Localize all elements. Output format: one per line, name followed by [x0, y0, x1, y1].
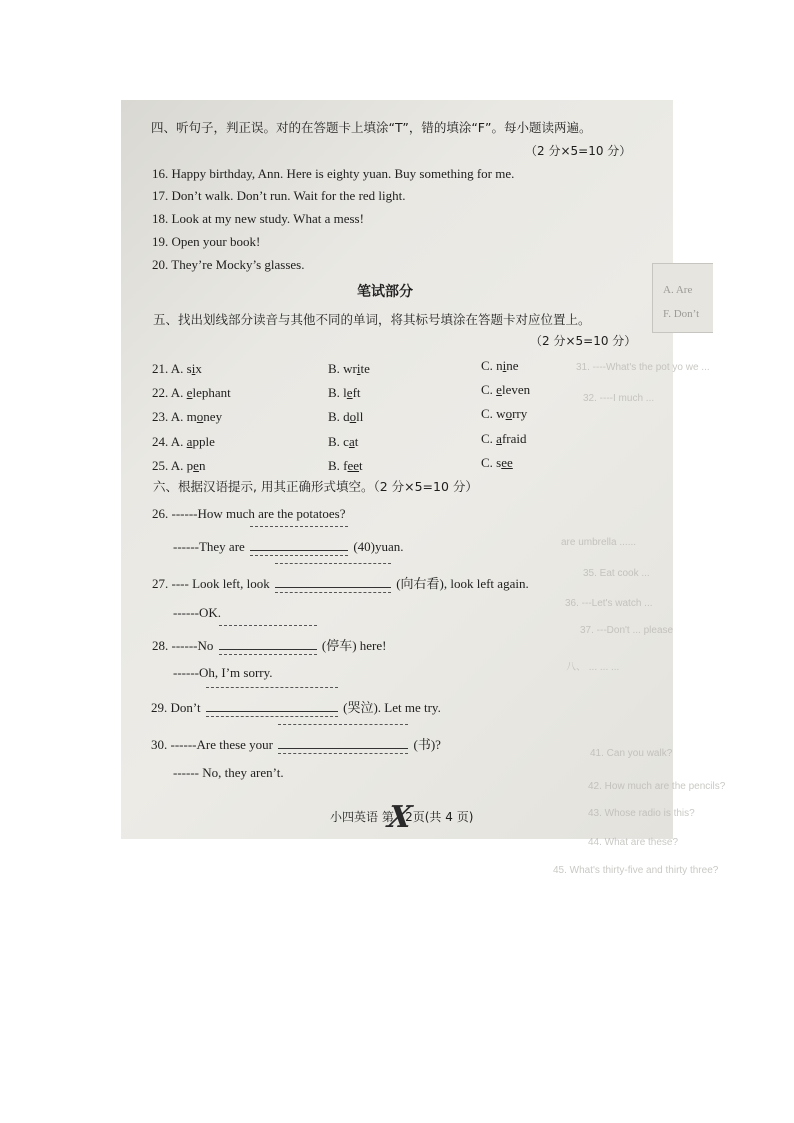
question-30-prompt-line [151, 734, 441, 753]
question-28-prompt-line [152, 635, 386, 654]
question-29-tail: (哭泣). Let me try. [343, 700, 441, 715]
box-option-f: F. Don’t [663, 308, 700, 320]
underlined-letters: i [502, 358, 507, 373]
option-text: lephant [192, 385, 231, 400]
footer-right-text: 2页(共 4 页) [405, 810, 474, 824]
option-text: ft [352, 385, 361, 400]
bleed-through-text: 八、 ... ... ... [566, 662, 620, 673]
option-text: rry [512, 406, 528, 421]
question-26-prompt: 26. ------How much are the potatoes? [152, 506, 346, 521]
option-text: B. f [328, 458, 348, 473]
option-text: leven [501, 382, 531, 397]
underlined-letters: i [191, 361, 196, 376]
underlined-letters: e [186, 385, 193, 400]
bleed-through-text: 35. Eat cook ... [583, 568, 650, 579]
bleed-through-text: 41. Can you walk? [590, 748, 673, 759]
question-16: 16. Happy birthday, Ann. Here is eighty yuan. Buy something for me. [152, 166, 515, 181]
answer-blank-26[interactable] [250, 536, 348, 551]
part4-score: （2 分×5=10 分） [525, 144, 632, 158]
underlined-letters: o [505, 406, 513, 421]
bleed-through-text: 36. ---Let's watch ... [565, 598, 653, 609]
option-text: ne [506, 358, 519, 373]
question-19: 19. Open your book! [152, 234, 261, 249]
question-29-line [151, 697, 441, 716]
option-23-c [481, 406, 527, 422]
question-26-tail: (40)yuan. [353, 539, 404, 554]
option-text: B. wr [328, 361, 357, 376]
underlined-letters: a [348, 434, 355, 449]
bleed-through-text: 31. ----What's the pot yo we ... [576, 362, 710, 373]
option-24-a [152, 434, 215, 450]
part5-score: （2 分×5=10 分） [530, 334, 637, 348]
question-28-reply: ------Oh, I’m sorry. [173, 665, 273, 680]
option-text: te [360, 361, 370, 376]
underlined-letters: ee [347, 458, 360, 473]
option-text: B. d [328, 409, 350, 424]
underlined-letters: e [346, 385, 353, 400]
option-22-b [328, 385, 361, 401]
question-27-reply: ------OK. [173, 605, 222, 620]
part5-heading: 五、找出划线部分读音与其他不同的单词，将其标号填涂在答题卡对应位置上。 [153, 312, 591, 327]
question-27-lead: 27. ---- Look left, look [152, 576, 270, 591]
question-20: 20. They’re Mocky’s glasses. [152, 257, 305, 272]
answer-blank-30[interactable] [278, 734, 408, 749]
underlined-letters: o [349, 409, 357, 424]
option-text: n [198, 458, 206, 473]
underlined-letters: o [196, 409, 204, 424]
option-24-b [328, 434, 358, 450]
handwritten-x-mark: X [385, 799, 414, 835]
written-section-title: 笔试部分 [357, 284, 413, 300]
option-21-a [152, 361, 202, 377]
question-26-lead: ------They are [173, 539, 245, 554]
option-text: t [359, 458, 363, 473]
bleed-through-text: 45. What's thirty-five and thirty three? [553, 865, 719, 876]
bleed-through-text: 43. Whose radio is this? [588, 808, 695, 819]
option-text: fraid [501, 431, 527, 446]
option-text: 22. A. [152, 385, 187, 400]
option-text: ll [356, 409, 364, 424]
question-18: 18. Look at my new study. What a mess! [152, 211, 364, 226]
option-text: 23. A. m [152, 409, 197, 424]
bleed-through-text: 37. ---Don't ... please [580, 625, 674, 636]
question-28-tail: (停车) here! [321, 638, 387, 653]
answer-blank-28[interactable] [219, 635, 317, 650]
question-27-tail: (向右看), look left again. [396, 576, 529, 591]
option-text: C. s [481, 455, 502, 470]
underlined-letters: e [193, 458, 199, 473]
answer-blank-29[interactable] [206, 697, 338, 712]
option-22-c [481, 382, 530, 398]
bleed-through-text: 44. What are these? [588, 837, 679, 848]
option-text: C. [481, 382, 497, 397]
underlined-letters: a [186, 434, 193, 449]
question-17: 17. Don’t walk. Don’t run. Wait for the red light. [152, 188, 406, 203]
option-text: B. c [328, 434, 349, 449]
option-text: C. [481, 431, 497, 446]
option-text: pple [192, 434, 215, 449]
box-option-a: A. Are [663, 284, 693, 296]
part6-heading: 六、根据汉语提示, 用其正确形式填空。（2 分×5=10 分） [153, 479, 478, 494]
option-text: 25. A. p [152, 458, 194, 473]
option-22-a [152, 385, 231, 401]
option-24-c [481, 431, 527, 447]
question-29-lead: 29. Don’t [151, 700, 201, 715]
option-text: B. l [328, 385, 347, 400]
option-text: C. n [481, 358, 503, 373]
bleed-through-text: are umbrella ...... [561, 537, 637, 548]
question-30-lead: 30. ------Are these your [151, 737, 274, 752]
option-text: x [195, 361, 202, 376]
question-27-prompt-line [152, 573, 529, 592]
footer-left-text: 小四英语 第 [330, 810, 394, 824]
option-text: 24. A. [152, 434, 187, 449]
underlined-letters: e [496, 382, 502, 397]
question-30-tail: (书)? [413, 737, 441, 752]
option-23-b [328, 409, 363, 425]
option-21-b [328, 361, 370, 377]
option-text: 21. A. s [152, 361, 192, 376]
underlined-letters: a [496, 431, 502, 446]
answer-blank-27[interactable] [275, 573, 391, 588]
option-25-c [481, 455, 513, 471]
question-28-lead: 28. ------No [152, 638, 214, 653]
option-21-c [481, 358, 519, 374]
part4-heading: 四、听句子，判正误。对的在答题卡上填涂“T”，错的填涂“F”。每小题读两遍。 [151, 120, 592, 135]
question-30-reply: ------ No, they aren’t. [173, 765, 284, 780]
page-footer [330, 799, 474, 835]
option-text: ney [203, 409, 223, 424]
underlined-letters: ee [501, 455, 513, 470]
option-text: t [354, 434, 359, 449]
option-25-b [328, 458, 363, 474]
bleed-through-text: 32. ----I much ... [583, 393, 655, 404]
bleed-through-text: 42. How much are the pencils? [588, 781, 726, 792]
option-23-a [152, 409, 222, 425]
option-25-a [152, 458, 205, 474]
reverse-answer-box [652, 263, 713, 333]
question-26-answer-line [173, 536, 404, 555]
option-text: C. w [481, 406, 506, 421]
underlined-letters: i [356, 361, 361, 376]
